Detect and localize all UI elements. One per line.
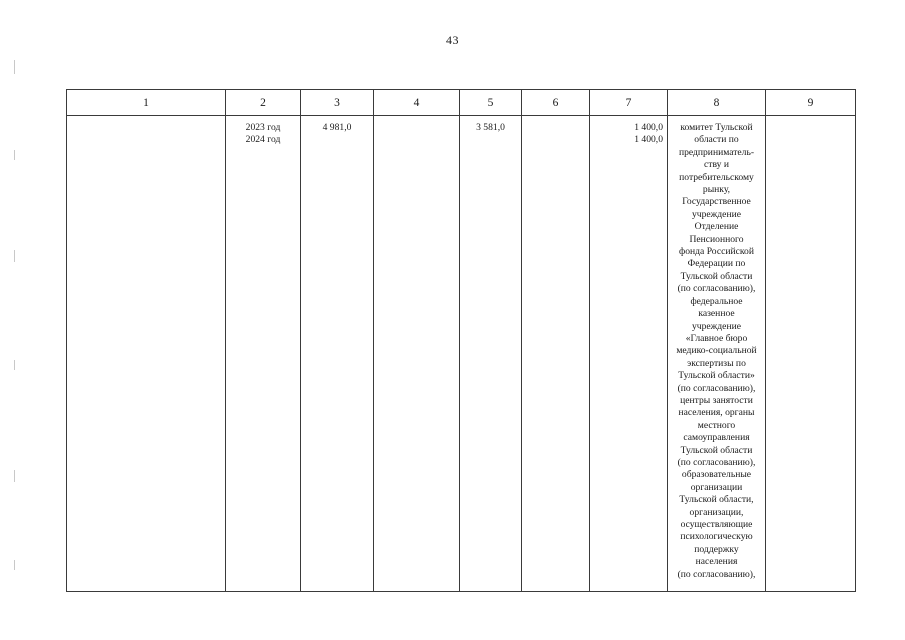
responsible-line: Тульской области	[680, 444, 753, 456]
cell-total	[301, 116, 374, 592]
document-table	[66, 89, 856, 592]
column-header-2: 2	[226, 90, 301, 116]
col7-value-2024: 1 400,0	[634, 134, 663, 146]
cell-col1	[67, 116, 226, 592]
responsible-line: населения, органы	[678, 407, 755, 419]
scan-mark	[14, 470, 15, 482]
cell-col7	[590, 116, 668, 592]
responsible-line: ству и	[704, 159, 729, 171]
cell-col4	[374, 116, 460, 592]
responsible-line: казенное	[698, 308, 735, 320]
column-header-1: 1	[67, 90, 226, 116]
responsible-line: поддержку	[694, 543, 739, 555]
column-header-9: 9	[766, 90, 856, 116]
cell-years	[226, 116, 301, 592]
responsible-line: (по согласованию),	[677, 568, 756, 580]
responsible-line: Тульской области»	[678, 370, 755, 382]
scan-mark	[14, 60, 15, 74]
responsible-line: Тульской области	[680, 270, 753, 282]
responsible-line: фонда Российской	[679, 246, 754, 258]
column-header-4: 4	[374, 90, 460, 116]
responsible-line: Федерации по	[687, 258, 746, 270]
responsible-line: населения	[695, 556, 738, 568]
scan-mark	[14, 250, 15, 262]
responsible-line: (по согласованию),	[677, 283, 756, 295]
column-header-5: 5	[460, 90, 522, 116]
responsible-line: осуществляющие	[680, 519, 753, 530]
cell-responsible	[668, 116, 766, 592]
responsible-line: комитет Тульской	[680, 122, 753, 133]
responsible-line: Пенсионного	[689, 233, 744, 245]
cell-col9	[766, 116, 856, 592]
responsible-line: области по	[694, 134, 739, 146]
column-header-6: 6	[522, 90, 590, 116]
responsible-line: потребительскому	[679, 171, 754, 183]
responsible-line: организации	[690, 481, 743, 493]
responsible-line: (по согласованию),	[677, 456, 756, 468]
total-value: 4 981,0	[322, 122, 352, 133]
column-header-8: 8	[668, 90, 766, 116]
scan-mark	[14, 150, 15, 160]
table-row	[67, 116, 856, 592]
col5-value: 3 581,0	[476, 122, 505, 133]
responsible-line: «Главное бюро	[685, 332, 748, 344]
cell-col6	[522, 116, 590, 592]
responsible-line: федеральное	[690, 295, 743, 307]
column-header-7: 7	[590, 90, 668, 116]
col7-value-2023: 1 400,0	[634, 122, 663, 133]
scan-mark	[14, 560, 15, 570]
responsible-line: Отделение	[694, 221, 739, 233]
page-number: 43	[446, 33, 459, 47]
scan-mark	[14, 360, 15, 370]
responsible-line: Государственное	[682, 196, 751, 208]
responsible-line: местного	[697, 419, 736, 431]
header-row	[67, 90, 856, 116]
responsible-line: медико-социальной	[676, 345, 757, 357]
cell-col5	[460, 116, 522, 592]
responsible-line: психологическую	[680, 531, 753, 543]
responsible-line: рынку,	[702, 184, 731, 196]
responsible-line: центры занятости	[680, 394, 753, 406]
column-header-3: 3	[301, 90, 374, 116]
responsible-line: самоуправления	[683, 432, 750, 444]
responsible-line: экспертизы по	[687, 357, 746, 369]
responsible-line: Тульской области,	[679, 494, 754, 506]
responsible-line: предприниматель-	[678, 146, 755, 158]
responsible-line: (по согласованию),	[677, 382, 756, 394]
responsible-line: учреждение	[692, 320, 741, 332]
year-2024: 2024 год	[245, 134, 281, 146]
responsible-line: организации,	[689, 506, 744, 518]
responsible-line: учреждение	[692, 208, 741, 220]
responsible-line: образовательные	[681, 469, 752, 481]
year-2023: 2023 год	[245, 122, 281, 133]
